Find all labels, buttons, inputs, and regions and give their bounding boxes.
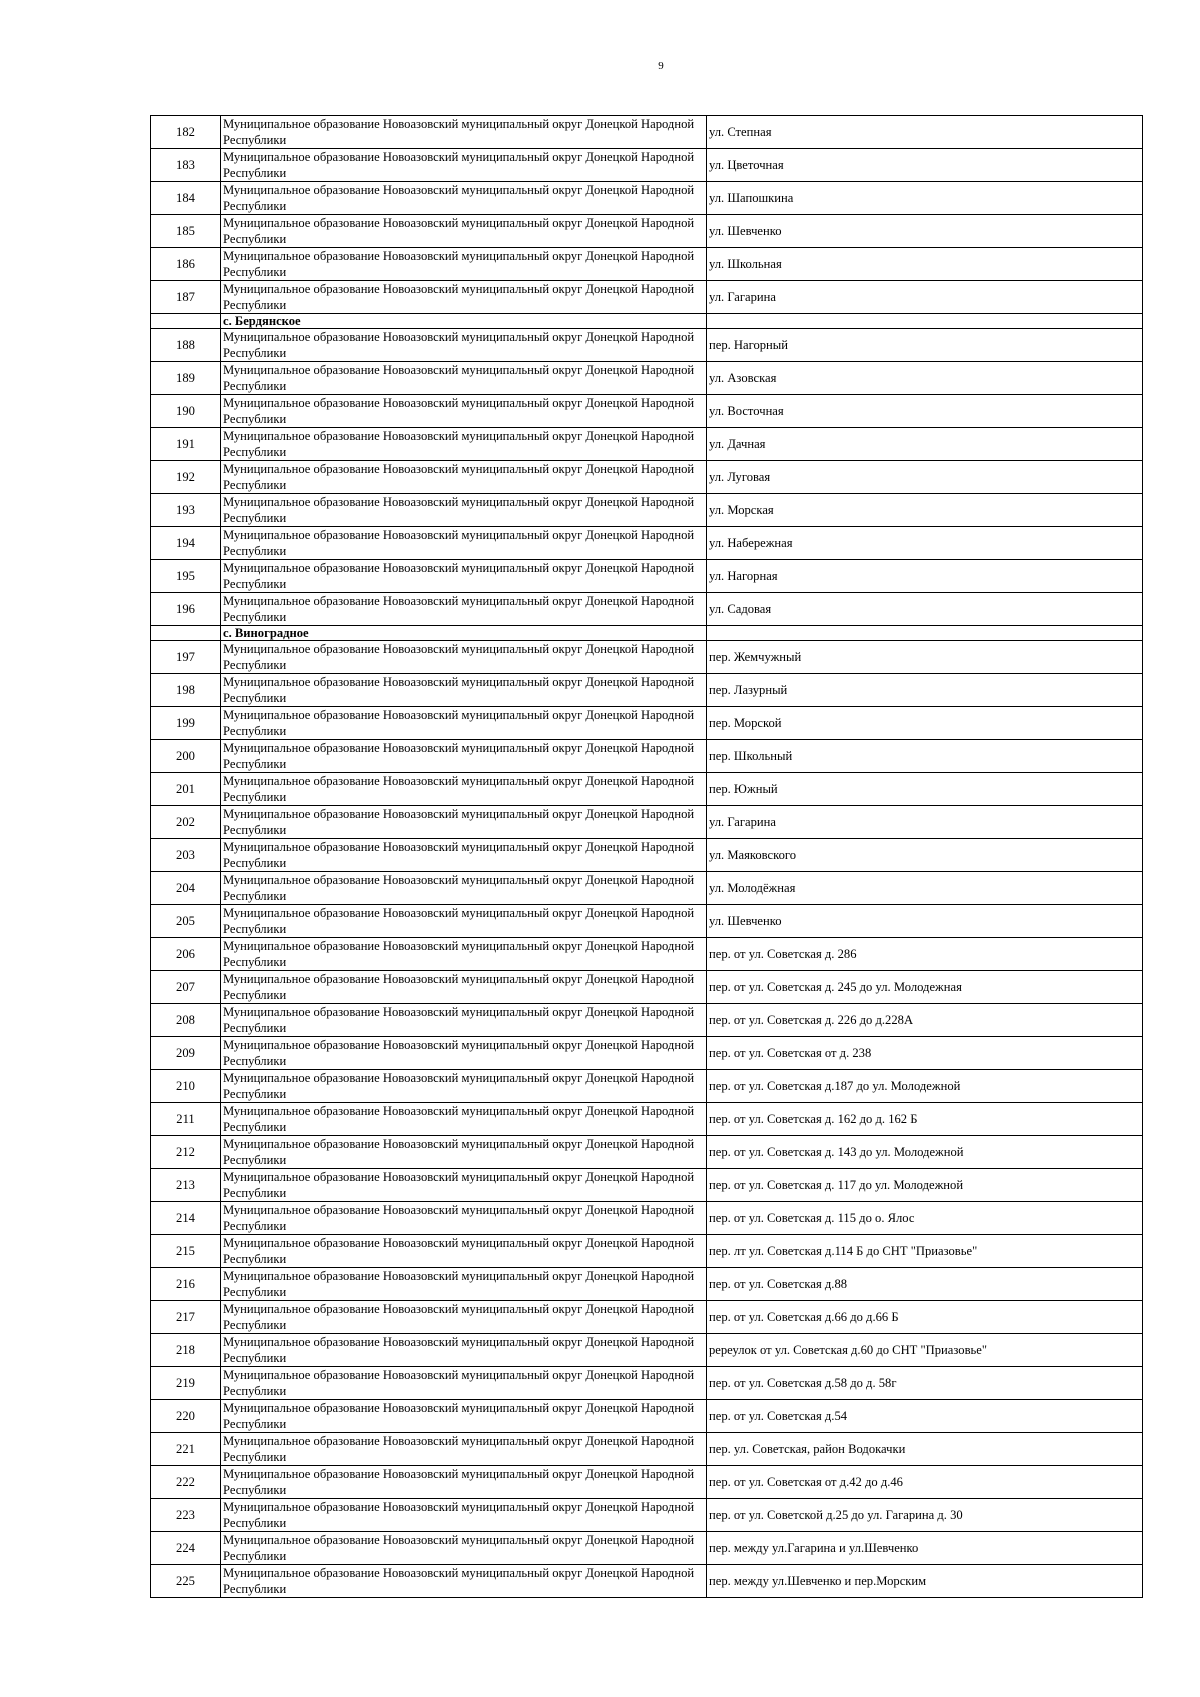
street-name: пер. от ул. Советская д.54 [707, 1400, 1143, 1433]
table-body [151, 116, 1143, 1598]
street-name: пер. Жемчужный [707, 641, 1143, 674]
section-street-cell [707, 626, 1143, 641]
table-row [151, 149, 1143, 182]
street-registry-table [150, 115, 1143, 1598]
municipality-name: Муниципальное образование Новоазовский муниципальный округ Донецкой Народной Республики [221, 1202, 707, 1235]
municipality-name: Муниципальное образование Новоазовский муниципальный округ Донецкой Народной Республики [221, 1400, 707, 1433]
table-row [151, 872, 1143, 905]
municipality-name: Муниципальное образование Новоазовский муниципальный округ Донецкой Народной Республики [221, 773, 707, 806]
table-row [151, 641, 1143, 674]
row-number: 220 [151, 1400, 221, 1433]
municipality-name: Муниципальное образование Новоазовский муниципальный округ Донецкой Народной Республики [221, 839, 707, 872]
street-name: пер. от ул. Советская д.66 до д.66 Б [707, 1301, 1143, 1334]
row-number: 195 [151, 560, 221, 593]
section-title: с. Виноградное [221, 626, 707, 641]
section-header-row [151, 314, 1143, 329]
street-name: пер. от ул. Советская д. 115 до о. Ялос [707, 1202, 1143, 1235]
table-row [151, 1268, 1143, 1301]
row-number: 206 [151, 938, 221, 971]
table-row [151, 281, 1143, 314]
section-num-cell [151, 626, 221, 641]
street-name: пер. от ул. Советская д.88 [707, 1268, 1143, 1301]
row-number: 211 [151, 1103, 221, 1136]
street-name: пер. между ул.Гагарина и ул.Шевченко [707, 1532, 1143, 1565]
street-name: пер. лт ул. Советская д.114 Б до СНТ "Приазовье" [707, 1235, 1143, 1268]
table-row [151, 494, 1143, 527]
street-name: пер. Нагорный [707, 329, 1143, 362]
table-row [151, 1169, 1143, 1202]
municipality-name: Муниципальное образование Новоазовский муниципальный округ Донецкой Народной Республики [221, 674, 707, 707]
municipality-name: Муниципальное образование Новоазовский муниципальный округ Донецкой Народной Республики [221, 740, 707, 773]
table-row [151, 1202, 1143, 1235]
row-number: 198 [151, 674, 221, 707]
street-name: ул. Гагарина [707, 281, 1143, 314]
row-number: 224 [151, 1532, 221, 1565]
row-number: 204 [151, 872, 221, 905]
street-name: пер. ул. Советская, район Водокачки [707, 1433, 1143, 1466]
municipality-name: Муниципальное образование Новоазовский муниципальный округ Донецкой Народной Республики [221, 593, 707, 626]
row-number: 192 [151, 461, 221, 494]
municipality-name: Муниципальное образование Новоазовский муниципальный округ Донецкой Народной Республики [221, 182, 707, 215]
row-number: 182 [151, 116, 221, 149]
municipality-name: Муниципальное образование Новоазовский муниципальный округ Донецкой Народной Республики [221, 1433, 707, 1466]
row-number: 186 [151, 248, 221, 281]
table-row [151, 560, 1143, 593]
street-name: ул. Садовая [707, 593, 1143, 626]
street-name: пер. от ул. Советская д.58 до д. 58г [707, 1367, 1143, 1400]
municipality-name: Муниципальное образование Новоазовский муниципальный округ Донецкой Народной Республики [221, 149, 707, 182]
row-number: 184 [151, 182, 221, 215]
row-number: 217 [151, 1301, 221, 1334]
municipality-name: Муниципальное образование Новоазовский муниципальный округ Донецкой Народной Республики [221, 1466, 707, 1499]
table-row [151, 1367, 1143, 1400]
street-name: ул. Азовская [707, 362, 1143, 395]
municipality-name: Муниципальное образование Новоазовский муниципальный округ Донецкой Народной Республики [221, 1235, 707, 1268]
municipality-name: Муниципальное образование Новоазовский муниципальный округ Донецкой Народной Республики [221, 362, 707, 395]
row-number: 201 [151, 773, 221, 806]
row-number: 216 [151, 1268, 221, 1301]
municipality-name: Муниципальное образование Новоазовский муниципальный округ Донецкой Народной Республики [221, 281, 707, 314]
table-row [151, 182, 1143, 215]
table-row [151, 527, 1143, 560]
street-name: ул. Восточная [707, 395, 1143, 428]
municipality-name: Муниципальное образование Новоазовский муниципальный округ Донецкой Народной Республики [221, 1367, 707, 1400]
row-number: 212 [151, 1136, 221, 1169]
table-row [151, 971, 1143, 1004]
street-name: пер. от ул. Советская д. 162 до д. 162 Б [707, 1103, 1143, 1136]
street-name: пер. от ул. Советская д. 286 [707, 938, 1143, 971]
municipality-name: Муниципальное образование Новоазовский муниципальный округ Донецкой Народной Республики [221, 707, 707, 740]
municipality-name: Муниципальное образование Новоазовский муниципальный округ Донецкой Народной Республики [221, 1103, 707, 1136]
row-number: 222 [151, 1466, 221, 1499]
row-number: 207 [151, 971, 221, 1004]
municipality-name: Муниципальное образование Новоазовский муниципальный округ Донецкой Народной Республики [221, 1169, 707, 1202]
municipality-name: Муниципальное образование Новоазовский муниципальный округ Донецкой Народной Республики [221, 1070, 707, 1103]
table-row [151, 1136, 1143, 1169]
street-name: пер. от ул. Советская от д. 238 [707, 1037, 1143, 1070]
municipality-name: Муниципальное образование Новоазовский муниципальный округ Донецкой Народной Республики [221, 872, 707, 905]
table-row [151, 674, 1143, 707]
table-row [151, 839, 1143, 872]
section-street-cell [707, 314, 1143, 329]
street-name: ул. Морская [707, 494, 1143, 527]
municipality-name: Муниципальное образование Новоазовский муниципальный округ Донецкой Народной Республики [221, 428, 707, 461]
municipality-name: Муниципальное образование Новоазовский муниципальный округ Донецкой Народной Республики [221, 641, 707, 674]
municipality-name: Муниципальное образование Новоазовский муниципальный округ Донецкой Народной Республики [221, 1037, 707, 1070]
row-number: 203 [151, 839, 221, 872]
municipality-name: Муниципальное образование Новоазовский муниципальный округ Донецкой Народной Республики [221, 461, 707, 494]
municipality-name: Муниципальное образование Новоазовский муниципальный округ Донецкой Народной Республики [221, 116, 707, 149]
row-number: 189 [151, 362, 221, 395]
row-number: 196 [151, 593, 221, 626]
street-name: пер. Лазурный [707, 674, 1143, 707]
table-row [151, 1235, 1143, 1268]
row-number: 187 [151, 281, 221, 314]
table-row [151, 248, 1143, 281]
row-number: 225 [151, 1565, 221, 1598]
row-number: 205 [151, 905, 221, 938]
street-name: пер. Школьный [707, 740, 1143, 773]
row-number: 190 [151, 395, 221, 428]
municipality-name: Муниципальное образование Новоазовский муниципальный округ Донецкой Народной Республики [221, 1499, 707, 1532]
row-number: 221 [151, 1433, 221, 1466]
municipality-name: Муниципальное образование Новоазовский муниципальный округ Донецкой Народной Республики [221, 395, 707, 428]
municipality-name: Муниципальное образование Новоазовский муниципальный округ Донецкой Народной Республики [221, 494, 707, 527]
row-number: 183 [151, 149, 221, 182]
table-row [151, 1334, 1143, 1367]
table-row [151, 362, 1143, 395]
row-number: 208 [151, 1004, 221, 1037]
table-row [151, 740, 1143, 773]
section-num-cell [151, 314, 221, 329]
row-number: 214 [151, 1202, 221, 1235]
street-name: ул. Гагарина [707, 806, 1143, 839]
municipality-name: Муниципальное образование Новоазовский муниципальный округ Донецкой Народной Республики [221, 329, 707, 362]
table-row [151, 1565, 1143, 1598]
row-number: 215 [151, 1235, 221, 1268]
street-name: пер. Южный [707, 773, 1143, 806]
table-row [151, 707, 1143, 740]
table-row [151, 1301, 1143, 1334]
municipality-name: Муниципальное образование Новоазовский муниципальный округ Донецкой Народной Республики [221, 806, 707, 839]
street-name: ул. Школьная [707, 248, 1143, 281]
street-name: пер. от ул. Советская от д.42 до д.46 [707, 1466, 1143, 1499]
municipality-name: Муниципальное образование Новоазовский муниципальный округ Донецкой Народной Республики [221, 1334, 707, 1367]
page-number: 9 [658, 60, 664, 72]
street-name: пер. между ул.Шевченко и пер.Морским [707, 1565, 1143, 1598]
table-row [151, 1070, 1143, 1103]
municipality-name: Муниципальное образование Новоазовский муниципальный округ Донецкой Народной Республики [221, 1136, 707, 1169]
municipality-name: Муниципальное образование Новоазовский муниципальный округ Донецкой Народной Республики [221, 938, 707, 971]
street-name: ул. Степная [707, 116, 1143, 149]
table-row [151, 215, 1143, 248]
table-row [151, 938, 1143, 971]
municipality-name: Муниципальное образование Новоазовский муниципальный округ Донецкой Народной Республики [221, 1004, 707, 1037]
table-row [151, 1037, 1143, 1070]
street-name: пер. от ул. Советская д.187 до ул. Молодежной [707, 1070, 1143, 1103]
table-row [151, 905, 1143, 938]
street-name: ул. Дачная [707, 428, 1143, 461]
street-name: ул. Шевченко [707, 905, 1143, 938]
table-row [151, 1466, 1143, 1499]
municipality-name: Муниципальное образование Новоазовский муниципальный округ Донецкой Народной Республики [221, 1532, 707, 1565]
street-name: пер. Морской [707, 707, 1143, 740]
municipality-name: Муниципальное образование Новоазовский муниципальный округ Донецкой Народной Республики [221, 248, 707, 281]
row-number: 218 [151, 1334, 221, 1367]
table-row [151, 395, 1143, 428]
street-name: ул. Маяковского [707, 839, 1143, 872]
street-name: пер. от ул. Советская д. 143 до ул. Молодежной [707, 1136, 1143, 1169]
street-name: ул. Молодёжная [707, 872, 1143, 905]
street-name: ул. Шевченко [707, 215, 1143, 248]
municipality-name: Муниципальное образование Новоазовский муниципальный округ Донецкой Народной Республики [221, 905, 707, 938]
municipality-name: Муниципальное образование Новоазовский муниципальный округ Донецкой Народной Республики [221, 1301, 707, 1334]
table-row [151, 428, 1143, 461]
table-row [151, 116, 1143, 149]
row-number: 199 [151, 707, 221, 740]
street-name: пер. от ул. Советской д.25 до ул. Гагарина д. 30 [707, 1499, 1143, 1532]
street-name: ререулок от ул. Советская д.60 до СНТ "Приазовье" [707, 1334, 1143, 1367]
municipality-name: Муниципальное образование Новоазовский муниципальный округ Донецкой Народной Республики [221, 560, 707, 593]
row-number: 200 [151, 740, 221, 773]
table-row [151, 806, 1143, 839]
municipality-name: Муниципальное образование Новоазовский муниципальный округ Донецкой Народной Республики [221, 527, 707, 560]
row-number: 193 [151, 494, 221, 527]
table-row [151, 1103, 1143, 1136]
table-row [151, 1004, 1143, 1037]
street-name: ул. Шапошкина [707, 182, 1143, 215]
street-name: ул. Цветочная [707, 149, 1143, 182]
table-row [151, 1400, 1143, 1433]
row-number: 213 [151, 1169, 221, 1202]
row-number: 185 [151, 215, 221, 248]
municipality-name: Муниципальное образование Новоазовский муниципальный округ Донецкой Народной Республики [221, 971, 707, 1004]
table-row [151, 1499, 1143, 1532]
row-number: 209 [151, 1037, 221, 1070]
table-row [151, 593, 1143, 626]
row-number: 223 [151, 1499, 221, 1532]
street-name: ул. Набережная [707, 527, 1143, 560]
street-name: ул. Луговая [707, 461, 1143, 494]
row-number: 194 [151, 527, 221, 560]
street-name: пер. от ул. Советская д. 245 до ул. Молодежная [707, 971, 1143, 1004]
table-row [151, 1532, 1143, 1565]
row-number: 188 [151, 329, 221, 362]
street-name: пер. от ул. Советская д. 117 до ул. Молодежной [707, 1169, 1143, 1202]
municipality-name: Муниципальное образование Новоазовский муниципальный округ Донецкой Народной Республики [221, 215, 707, 248]
street-name: пер. от ул. Советская д. 226 до д.228А [707, 1004, 1143, 1037]
row-number: 197 [151, 641, 221, 674]
table-row [151, 1433, 1143, 1466]
row-number: 202 [151, 806, 221, 839]
table-row [151, 773, 1143, 806]
section-header-row [151, 626, 1143, 641]
table-row [151, 329, 1143, 362]
row-number: 191 [151, 428, 221, 461]
section-title: с. Бердянское [221, 314, 707, 329]
table-row [151, 461, 1143, 494]
row-number: 210 [151, 1070, 221, 1103]
municipality-name: Муниципальное образование Новоазовский муниципальный округ Донецкой Народной Республики [221, 1565, 707, 1598]
street-name: ул. Нагорная [707, 560, 1143, 593]
row-number: 219 [151, 1367, 221, 1400]
municipality-name: Муниципальное образование Новоазовский муниципальный округ Донецкой Народной Республики [221, 1268, 707, 1301]
